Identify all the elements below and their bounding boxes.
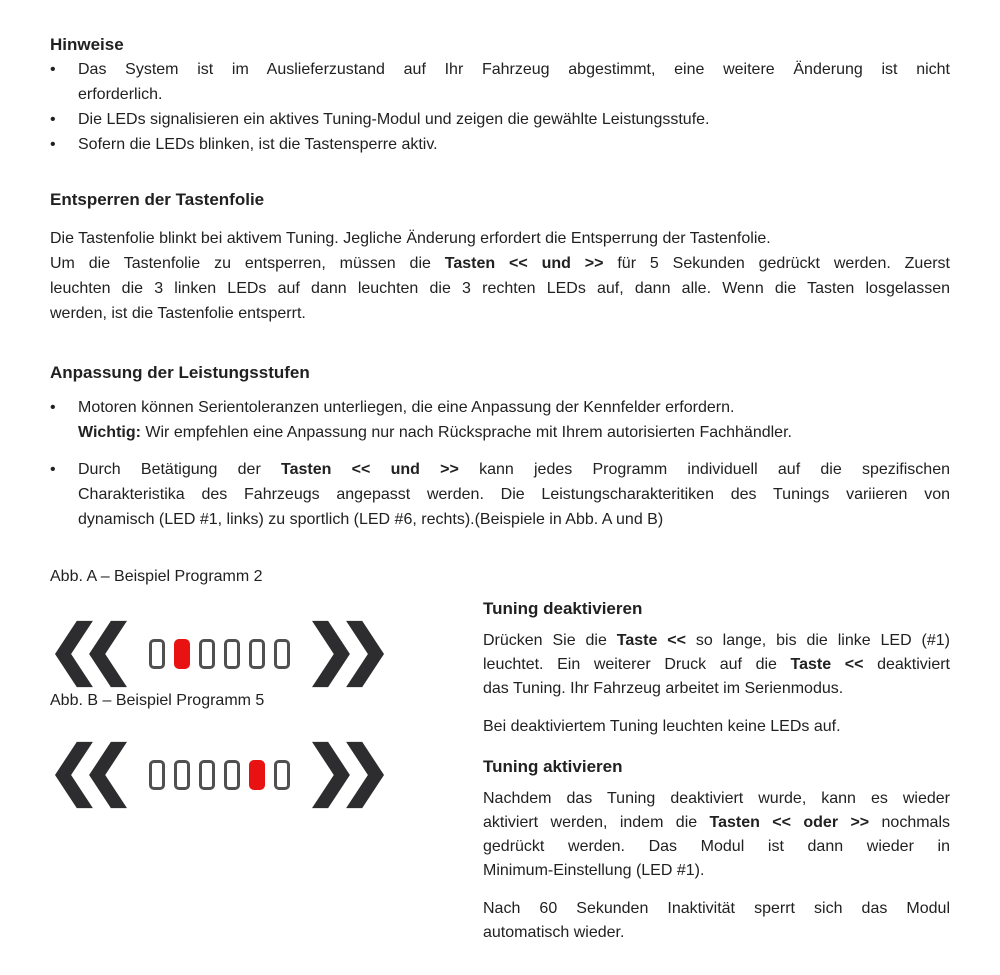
text-run: Wir empfehlen eine Anpassung nur nach Rücksprache mit Ihrem autorisierten Fachhändler. [140, 424, 792, 441]
led-6 [274, 639, 290, 669]
led-display-figure-b [55, 741, 483, 809]
text-run: deaktiviert [863, 656, 950, 673]
paragraph-deaktivieren [483, 629, 950, 701]
led-row-a [149, 620, 290, 688]
led-1 [149, 639, 165, 669]
text-run: Drücken Sie die [483, 632, 617, 649]
bullet-marker: • [50, 61, 56, 78]
bullet-marker: • [50, 136, 56, 153]
paragraph-sperre [483, 897, 950, 945]
bullet-marker: • [50, 461, 56, 478]
text-run-bold: Taste << [616, 632, 686, 649]
text-line [78, 420, 950, 445]
text-line: Nach 60 Sekunden Inaktivität sperrt sich das Modul [483, 900, 950, 917]
paragraph-keine-leds [483, 715, 950, 739]
led-2-active [174, 639, 190, 669]
text-line: Nachdem das Tuning deaktiviert wurde, kann es wieder [483, 790, 950, 807]
double-chevron-right-icon [312, 741, 384, 809]
bullet-marker: • [50, 111, 56, 128]
text-line: automatisch wieder. [483, 924, 625, 941]
text-run: aktiviert werden, indem die [483, 814, 710, 831]
heading-tuning-aktivieren: Tuning aktivieren [483, 757, 623, 776]
text-run-bold: Wichtig: [78, 424, 141, 441]
text-line [50, 251, 950, 276]
section-heading-hinweise: Hinweise [50, 35, 124, 54]
led-1 [149, 760, 165, 790]
bullet-item-motoren [50, 395, 950, 445]
heading-tuning-deaktivieren: Tuning deaktivieren [483, 599, 643, 618]
double-chevron-left-icon [55, 620, 127, 688]
figure-a-label: Abb. A – Beispiel Programm 2 [50, 568, 263, 585]
text-line: das Tuning. Ihr Fahrzeug arbeitet im Serienmodus. [483, 680, 844, 697]
double-chevron-right-icon [312, 620, 384, 688]
examples-section [50, 564, 950, 945]
text-run: Durch Betätigung der [78, 461, 282, 478]
text-line: Die Tastenfolie blinkt bei aktivem Tuning. Jegliche Änderung erfordert die Entsperrung der Tastenfolie. [50, 230, 771, 247]
led-4 [224, 639, 240, 669]
led-display-figure-a [55, 620, 483, 688]
bullet-text [78, 132, 950, 157]
led-3 [199, 760, 215, 790]
text-run-bold: Tasten << oder >> [709, 814, 870, 831]
led-5 [249, 639, 265, 669]
instructions-column [483, 564, 950, 945]
text-line: erforderlich. [78, 86, 163, 103]
text-line [483, 811, 950, 835]
text-line: Minimum-Einstellung (LED #1). [483, 862, 705, 879]
text-line: werden, ist die Tastenfolie entsperrt. [50, 305, 306, 322]
bullet-marker: • [50, 399, 56, 416]
section-heading-entsperren: Entsperren der Tastenfolie [50, 190, 265, 209]
bullet-text [78, 57, 950, 107]
led-4 [224, 760, 240, 790]
text-run: leuchtet. Ein weiterer Druck auf die [483, 656, 791, 673]
text-line: Bei deaktiviertem Tuning leuchten keine LEDs auf. [483, 718, 841, 735]
text-run-bold: Tasten << und >> [444, 255, 604, 272]
text-run: Um die Tastenfolie zu entsperren, müssen die [50, 255, 445, 272]
double-chevron-left-icon [55, 741, 127, 809]
paragraph-entsperren [50, 226, 950, 326]
text-line: Das System ist im Auslieferzustand auf Ihr Fahrzeug abgestimmt, eine weitere Änderung ist nicht [78, 61, 950, 78]
bullet-text [78, 457, 950, 532]
text-run-bold: Taste << [790, 656, 864, 673]
text-line: Sofern die LEDs blinken, ist die Tastensperre aktiv. [78, 136, 438, 153]
led-3 [199, 639, 215, 669]
led-6 [274, 760, 290, 790]
led-row-b [149, 741, 290, 809]
bullet-item-leds [50, 107, 950, 132]
text-run: für 5 Sekunden gedrückt werden. Zuerst [603, 255, 950, 272]
led-5-active [249, 760, 265, 790]
bullet-text [78, 395, 950, 445]
text-run: nochmals [869, 814, 951, 831]
bullet-text [78, 107, 950, 132]
text-line: dynamisch (LED #1, links) zu sportlich (LED #6, rechts).(Beispiele in Abb. A und B) [78, 511, 664, 528]
text-line [483, 629, 950, 653]
text-line: gedrückt werden. Das Modul ist dann wieder in [483, 838, 950, 855]
figure-b-label: Abb. B – Beispiel Programm 5 [50, 692, 265, 709]
text-line: Motoren können Serientoleranzen unterliegen, die eine Anpassung der Kennfelder erfordern. [78, 399, 735, 416]
bullet-item-system [50, 57, 950, 107]
text-line [483, 653, 950, 677]
figures-column [50, 564, 483, 945]
text-line: Charakteristika des Fahrzeugs angepasst werden. Die Leistungscharakteritiken des Tunings variieren von [78, 486, 950, 503]
section-heading-anpassung: Anpassung der Leistungsstufen [50, 363, 310, 382]
text-line: leuchten die 3 linken LEDs auf dann leuchten die 3 rechten LEDs auf, dann alle. Wenn die Tasten losgelassen [50, 280, 950, 297]
text-line: Die LEDs signalisieren ein aktives Tuning-Modul und zeigen die gewählte Leistungsstufe. [78, 111, 710, 128]
text-line [78, 457, 950, 482]
text-run-bold: Tasten << und >> [281, 461, 459, 478]
text-run: kann jedes Programm individuell auf die spezifischen [458, 461, 951, 478]
text-run: so lange, bis die linke LED (#1) [685, 632, 951, 649]
led-2 [174, 760, 190, 790]
bullet-item-blinken [50, 132, 950, 157]
paragraph-aktivieren [483, 787, 950, 883]
bullet-item-betaetigung [50, 457, 950, 532]
